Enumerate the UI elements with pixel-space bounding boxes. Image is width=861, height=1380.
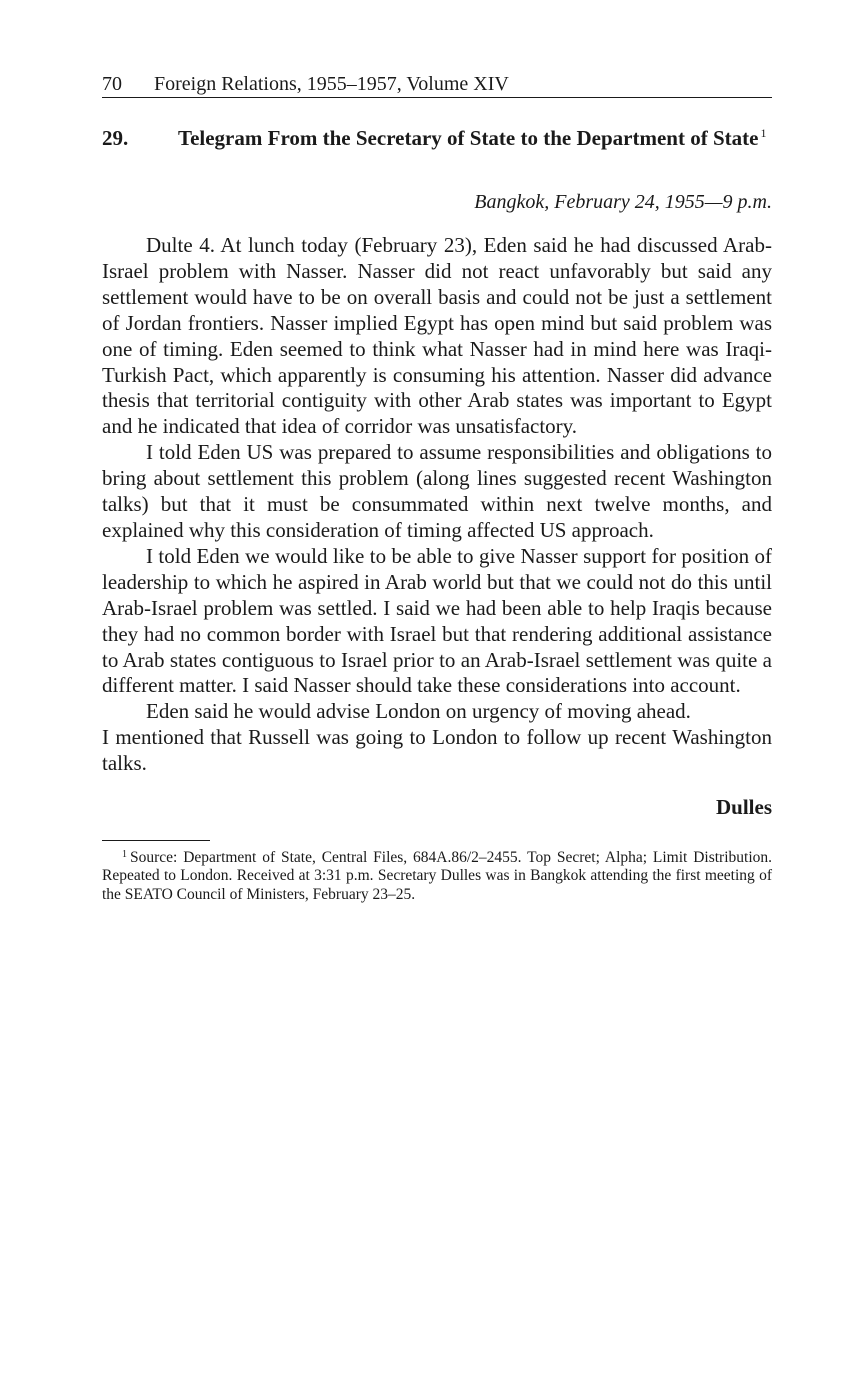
telegram-body xyxy=(102,233,772,777)
document-page xyxy=(102,72,772,904)
paragraph-2: I told Eden US was prepared to assume responsibilities and obligations to bring about settlement this problem (along lines suggested recent Washington talks) but that it must be consummated within next twelve months, and explained why this consideration of timing affected US approach. xyxy=(102,440,772,542)
document-title: Telegram From the Secretary of State to the Department of State xyxy=(178,126,759,150)
page-number: 70 xyxy=(102,73,122,95)
footnote-reference[interactable]: 1 xyxy=(760,126,767,140)
volume-title: Foreign Relations, 1955–1957, Volume XIV xyxy=(154,73,509,95)
footnote-divider xyxy=(102,840,210,841)
footnote-text: Source: Department of State, Central Files, 684A.86/2–2455. Top Secret; Alpha; Limit Distribution. Repeated to London. Received at 3:31 p.m. Secretary Dulles was in Bangkok attending the first meeting of the SEATO Council of Ministers, February 23–25. xyxy=(102,849,772,903)
signature: Dulles xyxy=(715,795,772,820)
paragraph-4: Eden said he would advise London on urgency of moving ahead. xyxy=(146,699,691,724)
paragraph-3: I told Eden we would like to be able to give Nasser support for position of leadership to which he aspired in Arab world but that we could not do this until Arab-Israel problem was settled. I said we had been able to help Iraqis because they had no common border with Israel but that rendering additional assistance to Arab states contiguous to Israel prior to an Arab-Israel settlement was quite a different matter. I said Nasser should take these considerations into account. xyxy=(102,543,772,698)
paragraph-1: Dulte 4. At lunch today (February 23), Eden said he had discussed Arab-Israel problem with Nasser. Nasser did not react unfavorably but said any settlement would have to be on overall basis and could not be just a settlement of Jordan frontiers. Nasser implied Egypt has open mind but said problem was one of timing. Eden seemed to think what Nasser had in mind here was Iraqi-Turkish Pact, which apparently is consuming his attention. Nasser did advance thesis that territorial contiguity with other Arab states was important to Egypt and he indicated that idea of corridor was unsatisfactory. xyxy=(102,233,772,439)
footnote xyxy=(102,849,772,904)
dateline: Bangkok, February 24, 1955—9 p.m. xyxy=(474,191,772,213)
footnote-marker: 1 xyxy=(122,849,127,861)
document-number: 29. xyxy=(102,126,129,150)
paragraph-5: I mentioned that Russell was going to London to follow up recent Washington talks. xyxy=(102,725,772,776)
document-heading xyxy=(102,124,772,153)
document-title-block xyxy=(178,124,772,153)
running-head xyxy=(102,72,772,98)
